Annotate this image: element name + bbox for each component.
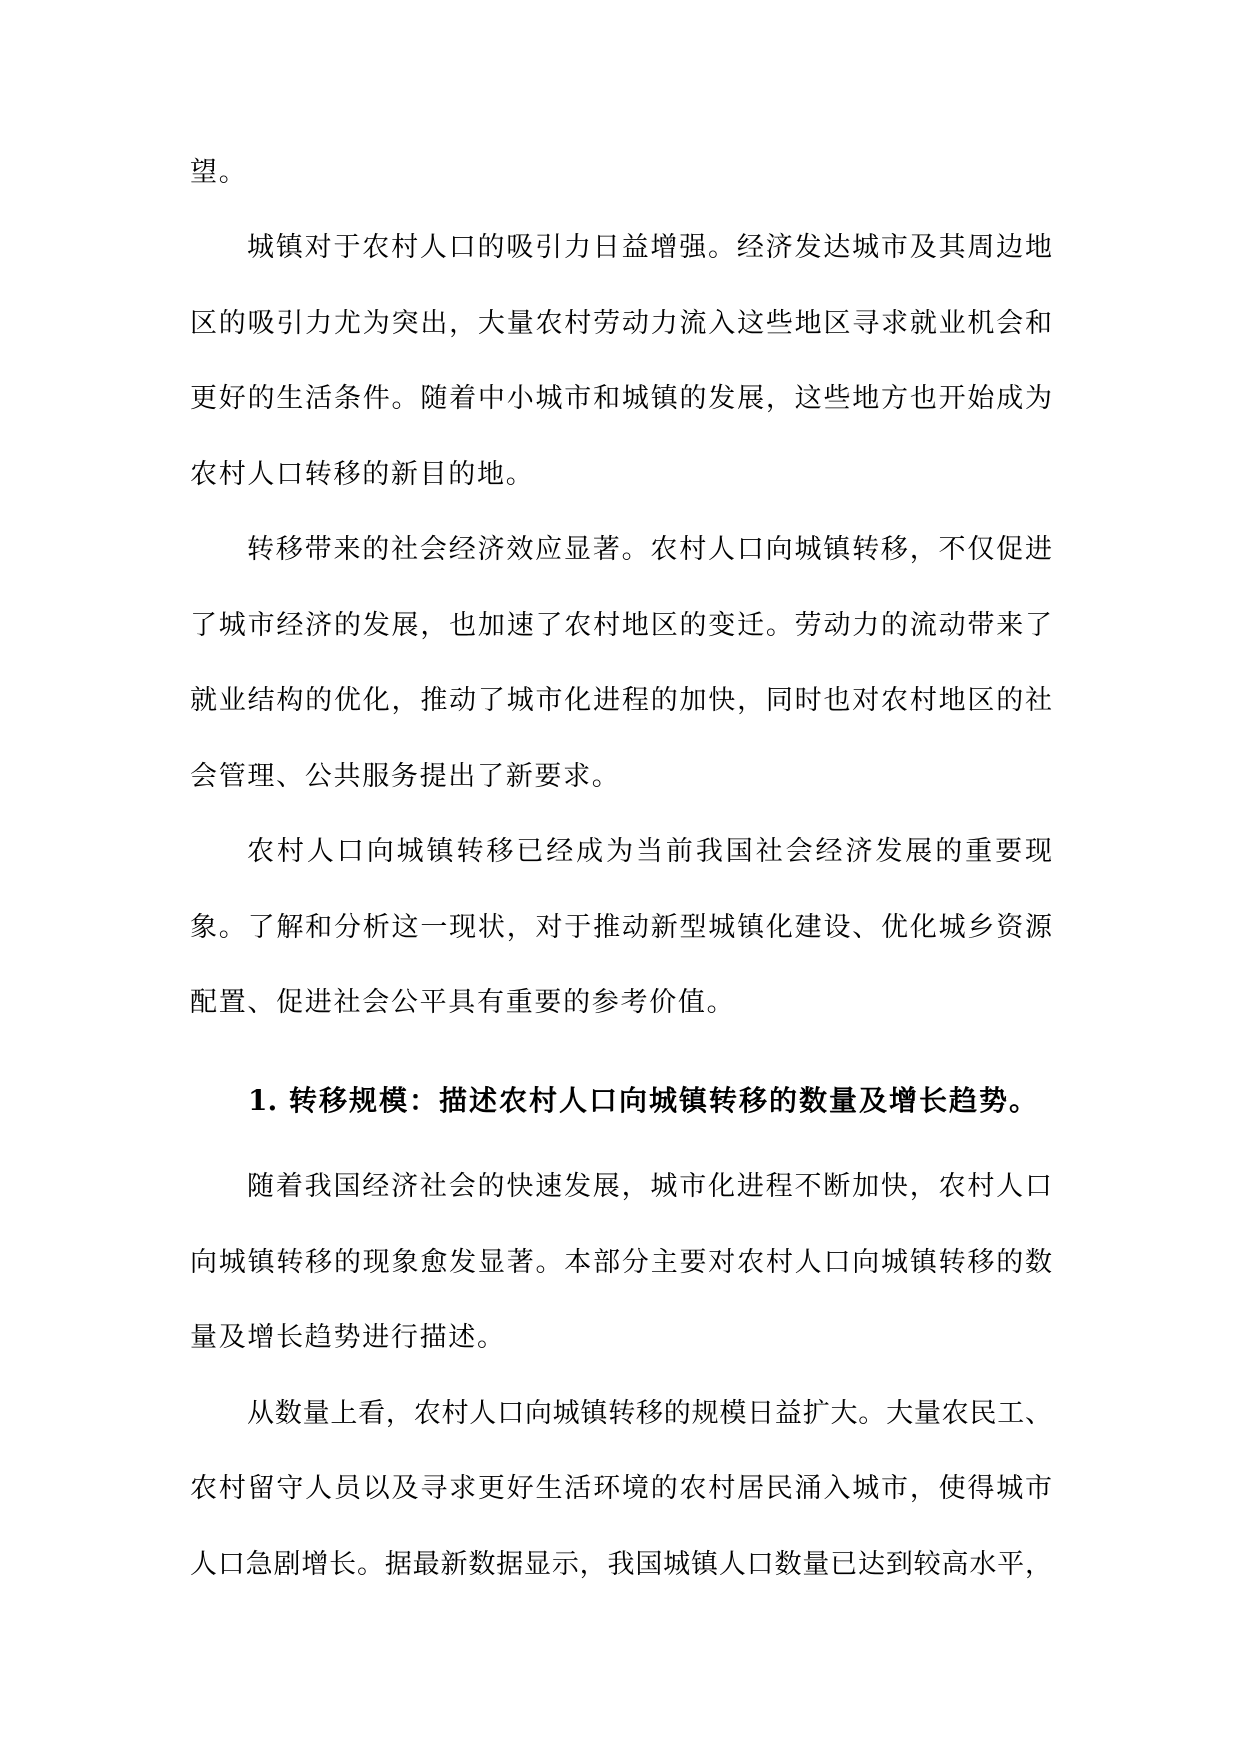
section-heading — [248, 1081, 1048, 1121]
paragraph-line: 农村人口向城镇转移已经成为当前我国社会经济发展的重要现 — [247, 836, 1052, 867]
paragraph-line: 量及增长趋势进行描述。 — [190, 1322, 506, 1353]
paragraph-line: 从数量上看，农村人口向城镇转移的规模日益扩大。大量农民工、 — [247, 1398, 1052, 1429]
paragraph-line: 区的吸引力尤为突出，大量农村劳动力流入这些地区寻求就业机会和 — [190, 308, 1052, 339]
paragraph-line: 会管理、公共服务提出了新要求。 — [190, 761, 621, 792]
paragraph-line: 农村人口转移的新目的地。 — [190, 459, 535, 490]
paragraph-line: 更好的生活条件。随着中小城市和城镇的发展，这些地方也开始成为 — [190, 383, 1052, 414]
paragraph-line: 望。 — [190, 157, 248, 188]
paragraph-line: 农村留守人员以及寻求更好生活环境的农村居民涌入城市，使得城市 — [190, 1473, 1052, 1504]
paragraph-line: 转移带来的社会经济效应显著。农村人口向城镇转移，不仅促进 — [247, 534, 1052, 565]
heading-number: 1. — [248, 1084, 278, 1117]
heading-text: 转移规模：描述农村人口向城镇转移的数量及增长趋势。 — [289, 1084, 1040, 1117]
paragraph-line: 向城镇转移的现象愈发显著。本部分主要对农村人口向城镇转移的数 — [190, 1247, 1052, 1278]
paragraph-line: 配置、促进社会公平具有重要的参考价值。 — [190, 987, 736, 1018]
paragraph-line: 随着我国经济社会的快速发展，城市化进程不断加快，农村人口 — [247, 1171, 1052, 1202]
paragraph-line: 城镇对于农村人口的吸引力日益增强。经济发达城市及其周边地 — [247, 232, 1052, 263]
paragraph-line: 人口急剧增长。据最新数据显示，我国城镇人口数量已达到较高水平， — [190, 1549, 1052, 1580]
paragraph-line: 象。了解和分析这一现状，对于推动新型城镇化建设、优化城乡资源 — [190, 912, 1052, 943]
paragraph-line: 了城市经济的发展，也加速了农村地区的变迁。劳动力的流动带来了 — [190, 610, 1052, 641]
paragraph-line: 就业结构的优化，推动了城市化进程的加快，同时也对农村地区的社 — [190, 685, 1052, 716]
